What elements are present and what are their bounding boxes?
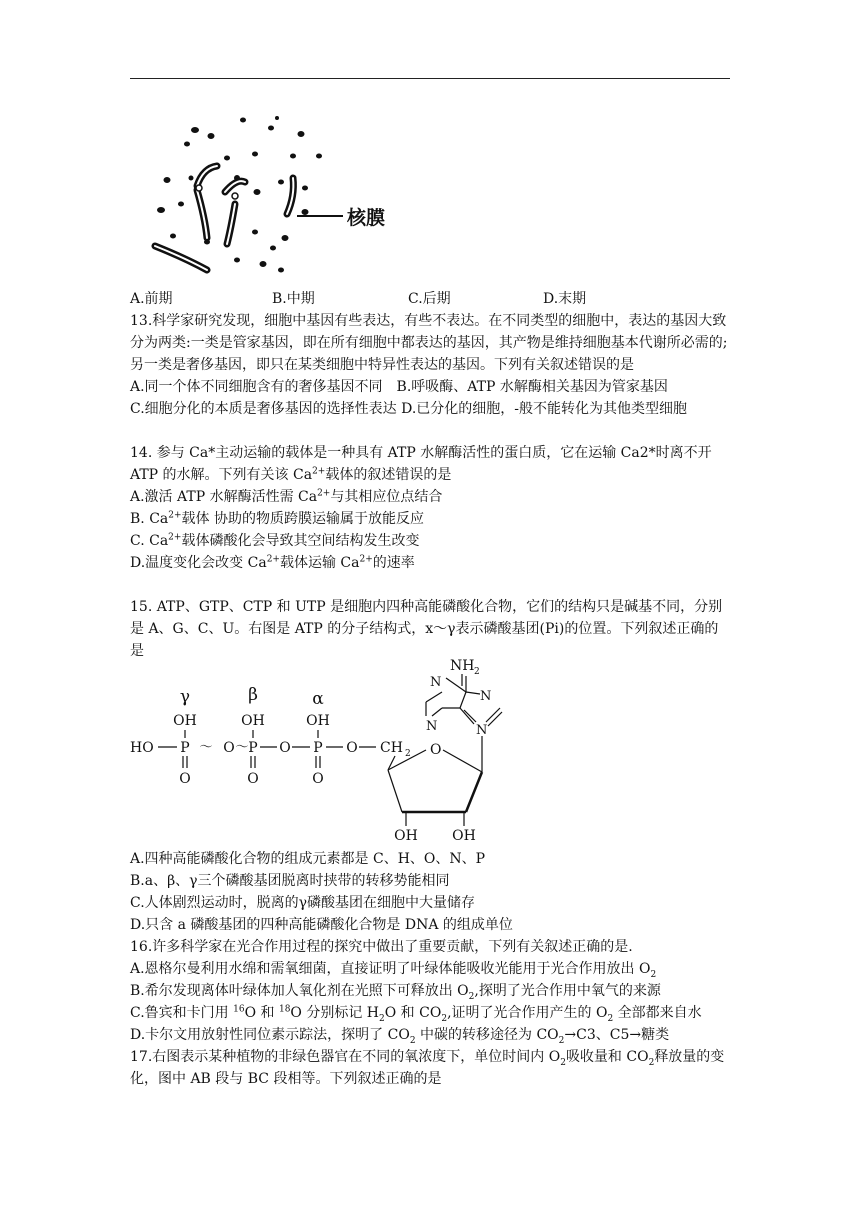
question-15-options: [130, 848, 732, 936]
q16-option-c: C.鲁宾和卡门用 $^{16}$O 和 $^{18}$O 分别标记 $H_2O$ 和 $CO_2$,证明了光合作用产生的 $O_2$ 全部都来自水: [130, 1004, 702, 1024]
q12-option-c: C.后期: [408, 291, 451, 307]
svg-text:O: O: [179, 771, 191, 787]
q16-option-d: D.卡尔文用放射性同位素示踪法，探明了 $CO_2$ 中碳的转移途径为 $CO_2\to C3$、C5→糖类: [130, 1027, 670, 1046]
svg-text:β: β: [248, 685, 258, 705]
header-rule: [130, 78, 730, 79]
atp-structure-figure: [130, 650, 510, 842]
q12-option-a: A.前期: [130, 291, 173, 307]
cell-division-figure: [145, 108, 405, 280]
svg-text:N: N: [426, 719, 438, 734]
q16-stem: 16.许多科学家在光合作用过程的探究中做出了重要贡献，下列有关叙述正确的是.: [130, 939, 633, 955]
question-13: [130, 310, 732, 420]
svg-text:N: N: [430, 675, 442, 690]
svg-text:OH: OH: [241, 713, 265, 729]
svg-text:CH: CH: [380, 740, 403, 756]
svg-text:2: 2: [474, 667, 480, 677]
svg-text:O: O: [247, 771, 259, 787]
nuclear-membrane-label: 核膜: [347, 207, 386, 229]
svg-text:O: O: [346, 740, 358, 756]
svg-text:OH: OH: [394, 828, 418, 842]
q13-stem: 13.科学家研究发现，细胞中基因有些表达，有些不表达。在不同类型的细胞中，表达的基因大致分为两类:一类是管家基因，即在所有细胞中都表达的基因，其产物是维持细胞基本代谢所必需的;另一类是奢侈基因，即只在某类细胞中特异性表达的基因。下列有关叙述错误的是: [130, 313, 728, 373]
svg-text:P: P: [313, 740, 323, 756]
q12-options: [130, 288, 730, 310]
question-17: [130, 1046, 732, 1090]
svg-text:2: 2: [405, 749, 411, 759]
q15-option-a: A.四种高能磷酸化合物的组成元素都是 C、H、O、N、P: [130, 851, 486, 867]
svg-text:HO: HO: [130, 740, 154, 756]
svg-text:P: P: [248, 740, 258, 756]
svg-text:OH: OH: [452, 828, 476, 842]
q14-option-b: B. $Ca^{2+}$载体 协助的物质跨膜运输属于放能反应: [130, 510, 424, 527]
svg-text:N: N: [480, 689, 492, 704]
svg-text:NH: NH: [450, 658, 475, 674]
question-14: [130, 442, 732, 574]
q17-stem: 17.右图表示某种植物的非绿色器官在不同的氧浓度下，单位时间内 $O_2$吸收量和 $CO_2$释放量的变化，图中 AB 段与 BC 段相等。下列叙述正确的是: [130, 1049, 725, 1087]
svg-text:N: N: [476, 723, 488, 738]
q13-options-ab: A.同一个体不同细胞含有的奢侈基因不同 B.呼吸酶、ATP 水解酶相关基因为管家基因: [130, 379, 668, 395]
svg-text:～: ～: [235, 740, 249, 755]
svg-text:～: ～: [199, 740, 213, 755]
svg-text:O: O: [223, 740, 235, 756]
q15-option-b: B.a、β、γ三个磷酸基团脱离时挟带的转移势能相同: [130, 873, 450, 889]
q12-option-b: B.中期: [272, 291, 315, 307]
svg-text:O: O: [312, 771, 324, 787]
q15-option-c: C.人体剧烈运动时，脱离的γ磷酸基团在细胞中大量储存: [130, 895, 476, 911]
svg-text:O: O: [279, 740, 291, 756]
svg-text:γ: γ: [179, 687, 191, 707]
svg-text:P: P: [180, 740, 190, 756]
q14-stem: 14. 参与 Ca*主动运输的载体是一种具有 ATP 水解酶活性的蛋白质，它在运输 Ca2*时离不开 ATP 的水解。下列有关该 $Ca^{2+}$载体的叙述错误的是: [130, 445, 712, 483]
svg-text:α: α: [312, 689, 324, 709]
q14-option-d: D.温度变化会改变 $Ca^{2+}$载体运输 $Ca^{2+}$的速率: [130, 554, 415, 571]
question-15-stem: 15. ATP、GTP、CTP 和 UTP 是细胞内四种高能磷酸化合物，它们的结构只是碱基不同，分别是 A、G、C、U。右图是 ATP 的分子结构式，x～γ表示磷酸基团(Pi)的位置。下列叙述正确的是: [130, 599, 723, 659]
q13-options-cd: C.细胞分化的本质是奢侈基因的选择性表达 D.已分化的细胞，-般不能转化为其他类型细胞: [130, 401, 688, 417]
svg-text:O: O: [430, 742, 442, 758]
q16-option-b: B.希尔发现离体叶绿体加人氧化剂在光照下可释放出 $O_2$,探明了光合作用中氧气的来源: [130, 983, 661, 1002]
q12-option-d: D.末期: [543, 291, 587, 307]
q16-option-a: A.恩格尔曼利用水绵和需氧细菌，直接证明了叶绿体能吸收光能用于光合作用放出 $O_2$: [130, 961, 657, 980]
svg-text:OH: OH: [173, 713, 197, 729]
q14-option-a: A.激活 ATP 水解酶活性需 $Ca^{2+}$与其相应位点结合: [130, 488, 443, 505]
question-16: [130, 936, 732, 1046]
svg-text:OH: OH: [306, 713, 330, 729]
q14-option-c: C. $Ca^{2+}$载体磷酸化会导致其空间结构发生改变: [130, 532, 420, 549]
q15-option-d: D.只含 a 磷酸基团的四种高能磷酸化合物是 DNA 的组成单位: [130, 917, 513, 933]
